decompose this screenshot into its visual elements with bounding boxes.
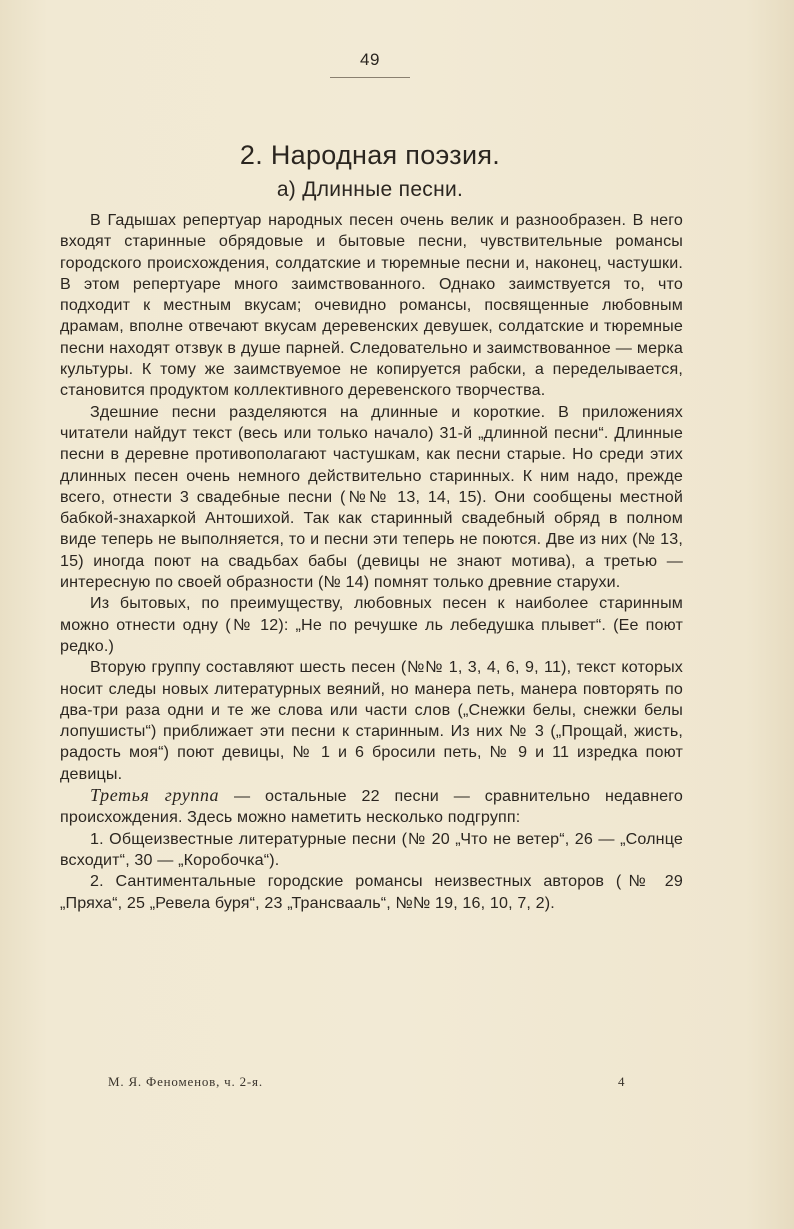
page-number-rule [330,77,410,78]
sheet-number: 4 [618,1074,625,1089]
paragraph-subgroup-2: 2. Сантиментальные городские романсы неизвестных авторов (№ 29 „Пряха“, 25 „Ревела буря“, 23 „Трансвааль“, №№ 19, 16, 10, 7, 2). [60,872,683,912]
paragraph-subgroup-1: 1. Общеизвестные литературные песни (№ 20 „Что не ветер“, 26 — „Солнце всходит“, 30 — „Коробочка“). [60,829,683,869]
section-title: 2. Народная поэзия. [239,140,501,170]
body-text [60,210,683,914]
page-number: 49 [360,50,380,69]
paragraph-third-group [60,785,683,829]
third-group-text: — остальные 22 песни — сравнительно недавнего происхождения. Здесь можно наметить несколько подгрупп: [60,787,683,827]
printer-signature: М. Я. Феноменов, ч. 2-я. [108,1074,263,1089]
paragraph-repertoire: В Гадышах репертуар народных песен очень велик и разнообразен. В него входят старинные обрядовые и бытовые песни, чувствительные романсы городского происхождения, солдатские и тюремные песни и, наконец, частушки. В этом репертуаре много заимствованного. Однако заимствуется то, что подходит к местным вкусам; очевидно романсы, посвященные любовным драмам, вполне отвечают вкусам деревенских девушек, солдатские и тюремные песни находят отзвук в душе парней. Следовательно и заимствованное — мерка культуры. К тому же заимствуемое не копируется рабски, а переделывается, становится продуктом коллективного деревенского творчества. [60,211,683,400]
paragraph-long-short-songs: Здешние песни разделяются на длинные и короткие. В приложениях читатели найдут текст (весь или только начало) 31-й „длинной песни“. Длинные песни в деревне противополагают частушкам, как песни старые. Но среди этих длинных песен очень немного действительно старинных. К ним надо, прежде всего, отнести 3 свадебные песни (№№ 13, 14, 15). Они сообщены местной бабкой-знахаркой Антошихой. Так как старинный свадебный обряд в полном виде теперь не выполняется, то и песни эти теперь не поются. Две из них (№ 13, 15) иногда поют на свадьбах бабы (девицы не знают мотива), а третью — интересную по своей образности (№ 14) помнят только древние старухи. [60,402,683,592]
paragraph-second-group: Вторую группу составляют шесть песен (№№ 1, 3, 4, 6, 9, 11), текст которых носит следы новых литературных веяний, но манера петь, манера повторять по два-три раза одни и те же слова или части слов („Снежки белы, снежки белы лопушисты“) приближает эти песни к старинным. Из них № 3 („Прощай, жисть, радость моя“) поют девицы, № 1 и 6 бросили петь, № 9 и 11 изредка поют девицы. [60,658,683,783]
subsection-title: а) Длинные песни. [276,178,464,201]
paragraph-everyday-songs: Из бытовых, по преимуществу, любовных песен к наиболее старинным можно отнести одну (№ 12): „Не по речушке ль лебедушка плывет“. (Ее поют редко.) [60,594,683,655]
third-group-lead: Третья группа [90,785,220,806]
